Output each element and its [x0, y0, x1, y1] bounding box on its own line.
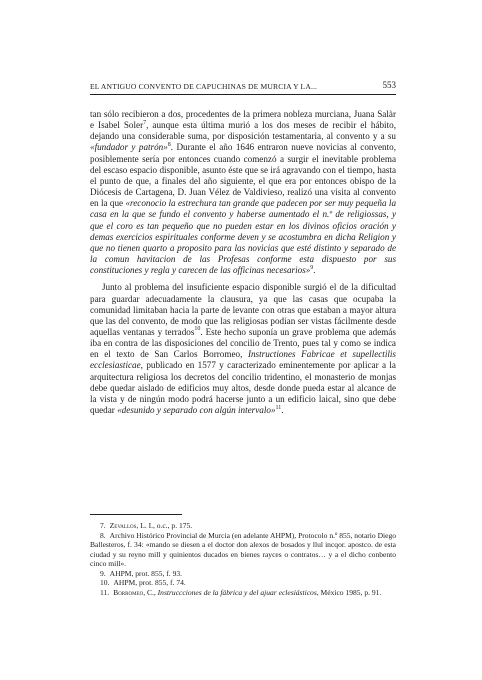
p2-text-4: .: [281, 405, 284, 416]
p1-text-3: . Durante el año 1646 entraron nueve novicias al convento, posiblemente sería por entonces cuando comenzó a surgir el inevitable problema del escaso espacio disponible, asunto éste que se irá agravando con el tiempo, hasta el punto de que, a finales del año siguiente, el que era por entonces obispo de la Diócesis de Cartagena, D. Juan Vélez de Valdivieso, realizó una visita al convento en la que: [90, 142, 396, 209]
footnote-text: , L. I., o.c., p. 175.: [136, 521, 193, 530]
footnote-number: 10.: [100, 578, 110, 587]
footnote-number: 9.: [100, 568, 106, 578]
footnote-ref-7: 7: [143, 119, 147, 126]
footnote-text: Archivo Histórico Provincial de Murcia (en adelante AHPM), Protocolo n.º 855, notario Diego Ballesteros, f. 34: «mando se diesen a el doctor don alexos de bosados y llul incqor. apostco. de esta ciudad y su reyno mill y quinientos ducados en bienes rayces o contratos… y a el dicho conbento cinco mill».: [90, 530, 397, 568]
paragraph-2: [90, 282, 396, 416]
footnote-text: AHPM, prot. 855, f. 93.: [109, 568, 182, 578]
page-number: 553: [382, 80, 396, 90]
footnote-author: Zevallos: [109, 521, 137, 530]
p2-book-title: Instructiones Fabricae et supellectilis ecclesiasticae: [90, 349, 396, 371]
footnote-ref-10: 10: [194, 326, 201, 333]
footnote-number: 7.: [100, 521, 106, 530]
p1-quote-1: «fundador y patrón»: [90, 142, 168, 153]
footnote-separator: [90, 514, 182, 515]
p1-text-4: .: [313, 265, 316, 276]
footnote-number: 8.: [100, 530, 106, 540]
footnote-book-title: Instruccciones de la fábrica y del ajuar eclesiásticos: [157, 587, 317, 597]
body-text: [90, 109, 396, 416]
footnote-8: [90, 531, 396, 569]
p2-text-2: . Este hecho suponía un grave problema que además iba en contra de las disposiciones del concilio de Trento, pues tal y como se indica en el texto de San Carlos Borromeo,: [90, 326, 396, 360]
footnote-10: [90, 578, 396, 588]
footnote-7: [90, 521, 396, 531]
p1-text-2: , aunque esta última murió a los dos meses de recibir el hábito, dejando una considerable suma, por disposición testamentaria, al convento y a su: [90, 120, 396, 142]
header-rule: [90, 94, 396, 95]
p2-text-1: Junto al problema del insuficiente espacio disponible surgió el de la dificultad para guardar adecuadamente la clausura, ya que las casas que ocupaba la comunidad limitaban hacia la parte de levante con otras que estaban a mayor altura que las del convento, de modo que las religiosas podían ser vistas fácilmente desde aquellas ventanas y terrados: [90, 282, 396, 337]
p1-quote-2: «reconocio la estrechura tan grande que padecen por ser muy pequeña la casa en la que se fundo el convento y haberse aumentado el n.º de religiossas, y que el coro es tan pequeño que no pueden estar en los divinos oficios oración y demas exercicios espirituales conforme deven y se acostumbra en dicha Religion y que no tienen quarto a proposito para las novicias que esté distinto y separado de la comun havitacion de las Profesas conforme esta dispuesto por sus constituciones y regla y carecen de las officinas necesarios»: [90, 198, 397, 276]
footnote-11: [90, 588, 396, 598]
footnote-9: [90, 569, 396, 579]
running-header: EL ANTIGUO CONVENTO DE CAPUCHINAS DE MURCIA Y LA...: [90, 82, 318, 91]
footnote-ref-9: 9: [310, 264, 314, 271]
footnote-text: , México 1985, p. 91.: [316, 587, 382, 597]
footnotes: [90, 521, 396, 597]
paragraph-1: [90, 109, 396, 276]
footnote-text-before: , C.,: [143, 587, 158, 597]
p1-text-1: tan sólo recibieron a dos, procedentes de la primera nobleza murciana, Juana Salàr e Isabel Soler: [90, 109, 396, 131]
footnote-author: Borromeo: [113, 587, 144, 597]
p2-text-3: , publicado en 1577 y caracterizado eminentemente por aplicar a la arquitectura religiosa los decretos del concilio tridentino, el monasterio de monjas debe quedar aislado de edificios muy altos, desde donde pueda estar al alcance de la vista y de ningún modo podrá hacerse junto a un edificio laical, sino que debe quedar: [90, 360, 396, 416]
p2-quote-1: «desunido y separado con algún intervalo»: [117, 405, 276, 416]
footnote-ref-8: 8: [167, 141, 171, 148]
footnote-text: AHPM, prot. 855, f. 74.: [113, 578, 186, 587]
footnote-number: 11.: [100, 587, 110, 597]
footnote-ref-11: 11: [275, 404, 282, 411]
